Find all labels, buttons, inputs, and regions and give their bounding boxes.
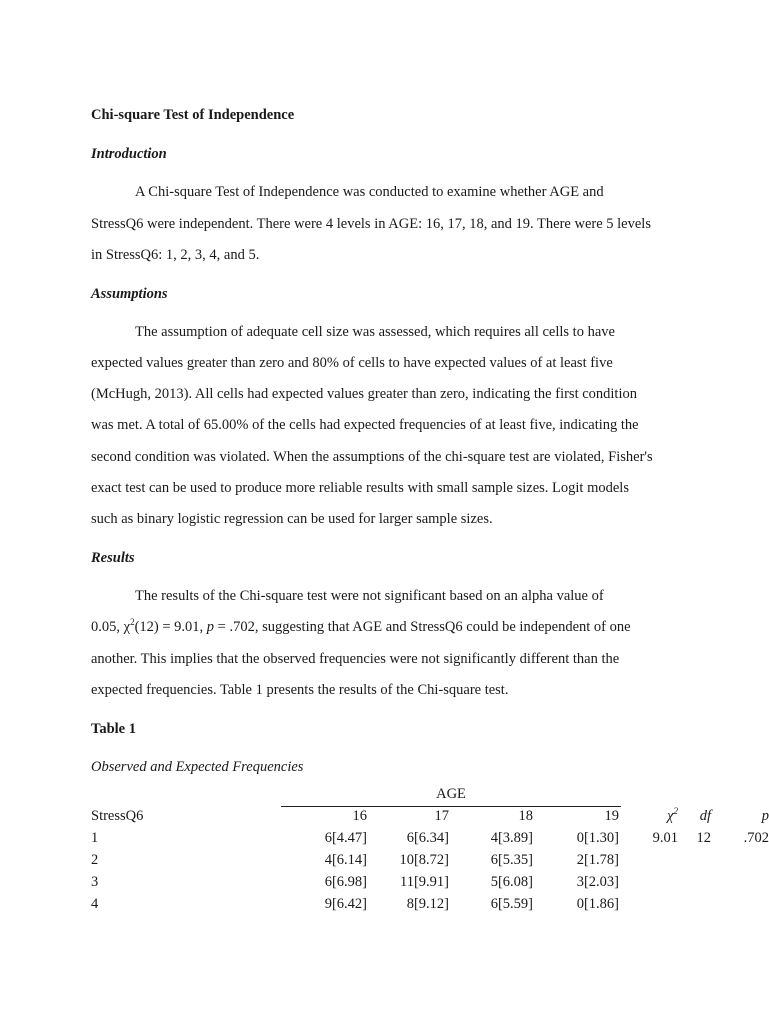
table-group-rule xyxy=(281,806,621,807)
table-label: Table 1 xyxy=(91,721,136,737)
table-column-header: 18 xyxy=(518,808,533,824)
table-cell: 6[5.35] xyxy=(490,852,533,868)
table-column-header-df: df xyxy=(699,808,711,824)
assumptions-line: exact test can be used to produce more reliable results with small sample sizes. Logit models xyxy=(91,480,629,496)
table-cell: 8[9.12] xyxy=(406,896,449,912)
assumptions-line: was met. A total of 65.00% of the cells had expected frequencies of at least five, indicating the xyxy=(91,417,639,433)
chi-symbol: χ xyxy=(667,808,674,824)
table-cell: 6[6.98] xyxy=(324,874,367,890)
assumptions-heading: Assumptions xyxy=(91,286,168,302)
table-cell-level: 1 xyxy=(91,830,99,846)
table-cell: 0[1.30] xyxy=(576,830,619,846)
table-column-header: 19 xyxy=(604,808,619,824)
table-cell: 9[6.42] xyxy=(324,896,367,912)
table-cell: 5[6.08] xyxy=(490,874,533,890)
introduction-heading: Introduction xyxy=(91,146,167,162)
table-row xyxy=(91,852,679,872)
table-row-header: StressQ6 xyxy=(91,808,144,824)
results-heading: Results xyxy=(91,550,135,566)
introduction-line: in StressQ6: 1, 2, 3, 4, and 5. xyxy=(91,247,260,263)
results-line: The results of the Chi-square test were not significant based on an alpha value of xyxy=(135,588,604,604)
table-cell-level: 3 xyxy=(91,874,99,890)
introduction-line: StressQ6 were independent. There were 4 levels in AGE: 16, 17, 18, and 19. There were 5 levels xyxy=(91,216,651,232)
results-line: another. This implies that the observed frequencies were not significantly different than the xyxy=(91,651,620,667)
table-cell: 10[8.72] xyxy=(399,852,449,868)
table-row xyxy=(91,830,769,850)
table-cell: 3[2.03] xyxy=(576,874,619,890)
results-text: = .702, suggesting that AGE and StressQ6 could be independent of one xyxy=(214,619,631,635)
frequency-table xyxy=(91,784,769,924)
table-column-header: 16 xyxy=(352,808,367,824)
table-cell: 4[6.14] xyxy=(324,852,367,868)
table-group-header: AGE xyxy=(436,786,466,802)
table-cell: 6[4.47] xyxy=(324,830,367,846)
table-cell-chi: 9.01 xyxy=(652,830,678,846)
table-cell: 6[6.34] xyxy=(406,830,449,846)
table-column-header-chi xyxy=(667,808,678,825)
table-cell: 2[1.78] xyxy=(576,852,619,868)
results-text: (12) = 9.01, xyxy=(134,619,207,635)
table-caption: Observed and Expected Frequencies xyxy=(91,759,304,775)
table-header-row xyxy=(91,806,769,828)
chi-symbol: χ xyxy=(123,619,131,635)
results-text: 0.05, xyxy=(91,619,124,635)
table-cell: 6[5.59] xyxy=(490,896,533,912)
assumptions-line: such as binary logistic regression can be used for larger sample sizes. xyxy=(91,511,493,527)
table-cell-p: .702 xyxy=(743,830,769,846)
assumptions-line: second condition was violated. When the assumptions of the chi-square test are violated, Fisher's xyxy=(91,449,653,465)
table-cell-level: 4 xyxy=(91,896,99,912)
results-line: expected frequencies. Table 1 presents the results of the Chi-square test. xyxy=(91,682,509,698)
document-title: Chi-square Test of Independence xyxy=(91,107,295,123)
chi-superscript: 2 xyxy=(130,617,135,628)
chi-superscript: 2 xyxy=(673,806,678,817)
table-cell-level: 2 xyxy=(91,852,99,868)
table-cell-df: 12 xyxy=(696,830,711,846)
table-row xyxy=(91,874,679,894)
assumptions-line: (McHugh, 2013). All cells had expected values greater than zero, indicating the first condition xyxy=(91,386,637,402)
p-symbol: p xyxy=(206,619,215,635)
introduction-line: A Chi-square Test of Independence was conducted to examine whether AGE and xyxy=(135,184,604,200)
assumptions-line: The assumption of adequate cell size was assessed, which requires all cells to have xyxy=(135,324,615,340)
table-column-header-p: p xyxy=(761,808,769,824)
table-row xyxy=(91,896,679,916)
results-line-stats xyxy=(91,618,631,636)
table-cell: 11[9.91] xyxy=(400,874,449,890)
assumptions-line: expected values greater than zero and 80% of cells to have expected values of at least five xyxy=(91,355,613,371)
table-cell: 0[1.86] xyxy=(576,896,619,912)
table-column-header: 17 xyxy=(434,808,449,824)
table-cell: 4[3.89] xyxy=(490,830,533,846)
